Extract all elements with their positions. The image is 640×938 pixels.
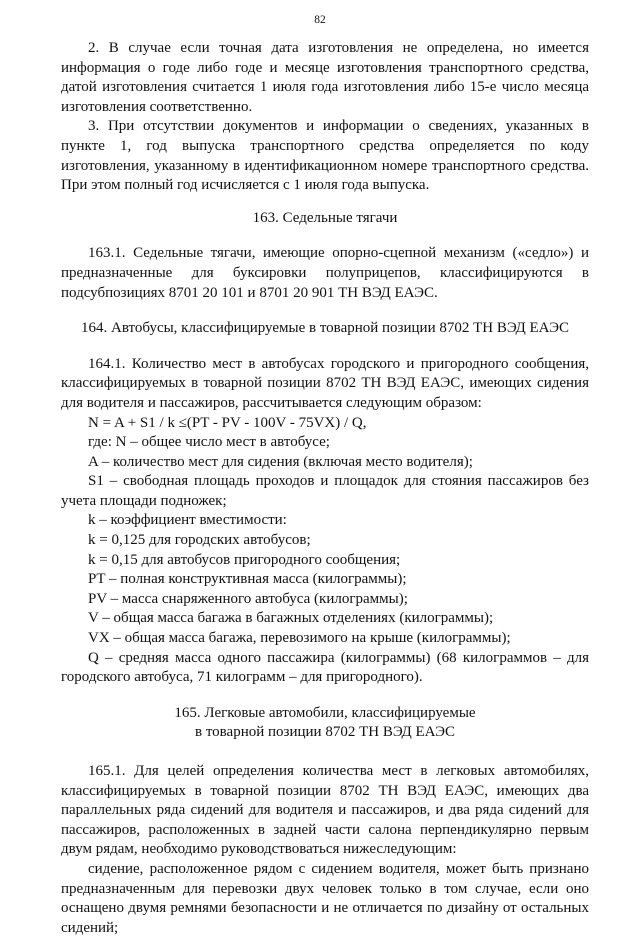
section-heading-164: 164. Автобусы, классифицируемые в товарной позиции 8702 ТН ВЭД ЕАЭС bbox=[80, 320, 569, 337]
definition-k-city: k = 0,125 для городских автобусов; bbox=[88, 532, 311, 549]
section-heading-165-line-2: в товарной позиции 8702 ТН ВЭД ЕАЭС bbox=[194, 724, 455, 741]
definition-n: где: N – общее число мест в автобусе; bbox=[88, 434, 330, 451]
definition-s1: S1 – свободная площадь проходов и площадок для стояния пассажиров без учета площади подножек; bbox=[61, 473, 589, 509]
formula: N = A + S1 / k ≤(PT - PV - 100V - 75VX) / Q, bbox=[88, 414, 367, 431]
paragraph-163-1: 163.1. Седельные тягачи, имеющие опорно-сцепной механизм («седло») и предназначенные для буксировки полуприцепов, классифицируются в подсубпозициях 8701 20 101 и 8701 20 901 ТН ВЭД ЕАЭС. bbox=[61, 245, 589, 301]
document-body bbox=[61, 39, 589, 938]
section-heading-163: 163. Седельные тягачи bbox=[252, 209, 398, 226]
paragraph-164-1: 164.1. Количество мест в автобусах городского и пригородного сообщения, классифицируемых в товарной позиции 8702 ТН ВЭД ЕАЭС, имеющих сидения для водителя и пассажиров, рассчитывается следующим образом: bbox=[61, 355, 589, 411]
page-number: 82 bbox=[314, 14, 326, 26]
definition-v: V – общая масса багажа в багажных отделениях (килограммы); bbox=[88, 610, 494, 627]
definition-pv: PV – масса снаряженного автобуса (килограммы); bbox=[88, 590, 408, 607]
definition-k-suburban: k = 0,15 для автобусов пригородного сообщения; bbox=[88, 551, 401, 568]
paragraph-2: 2. В случае если точная дата изготовления не определена, но имеется информация о годе либо годе и месяце изготовления транспортного средства, датой изготовления считается 1 июля года изготовления либо 15-е число месяца изготовления соответственно. bbox=[61, 40, 589, 115]
definition-pt: PT – полная конструктивная масса (килограммы); bbox=[88, 571, 407, 588]
definition-a: A – количество мест для сидения (включая место водителя); bbox=[88, 453, 473, 470]
paragraph-165-1-seat-rule: сидение, расположенное рядом с сидением водителя, может быть признано предназначенным для перевозки двух человек только в том случае, если оно оснащено двумя ремнями безопасности и не отличается по дизайну от остальных сидений; bbox=[61, 860, 589, 936]
paragraph-3: 3. При отсутствии документов и информации о сведениях, указанных в пункте 1, год выпуска транспортного средства определяется по коду изготовления, указанному в идентификационном номере транспортного средства. При этом полный год исчисляется с 1 июля года выпуска. bbox=[61, 118, 589, 194]
definition-q: Q – средняя масса одного пассажира (килограммы) (68 килограммов – для городского автобуса, 71 килограмм – для пригородного). bbox=[61, 649, 589, 686]
definition-vx: VX – общая масса багажа, перевозимого на крыше (килограммы); bbox=[88, 630, 511, 647]
paragraph-165-1: 165.1. Для целей определения количества мест в легковых автомобилях, классифицируемых в товарной позиции 8702 ТН ВЭД ЕАЭС, имеющих два параллельных ряда сидений для водителя и пассажиров, и два ряда сидений для пассажиров, расположенных в задней части салона перпендикулярно первым двум рядам, необходимо руководствоваться нижеследующим: bbox=[61, 763, 589, 858]
section-heading-165-line-1: 165. Легковые автомобили, классифицируемые bbox=[174, 704, 476, 721]
definition-k: k – коэффициент вместимости: bbox=[88, 512, 287, 529]
